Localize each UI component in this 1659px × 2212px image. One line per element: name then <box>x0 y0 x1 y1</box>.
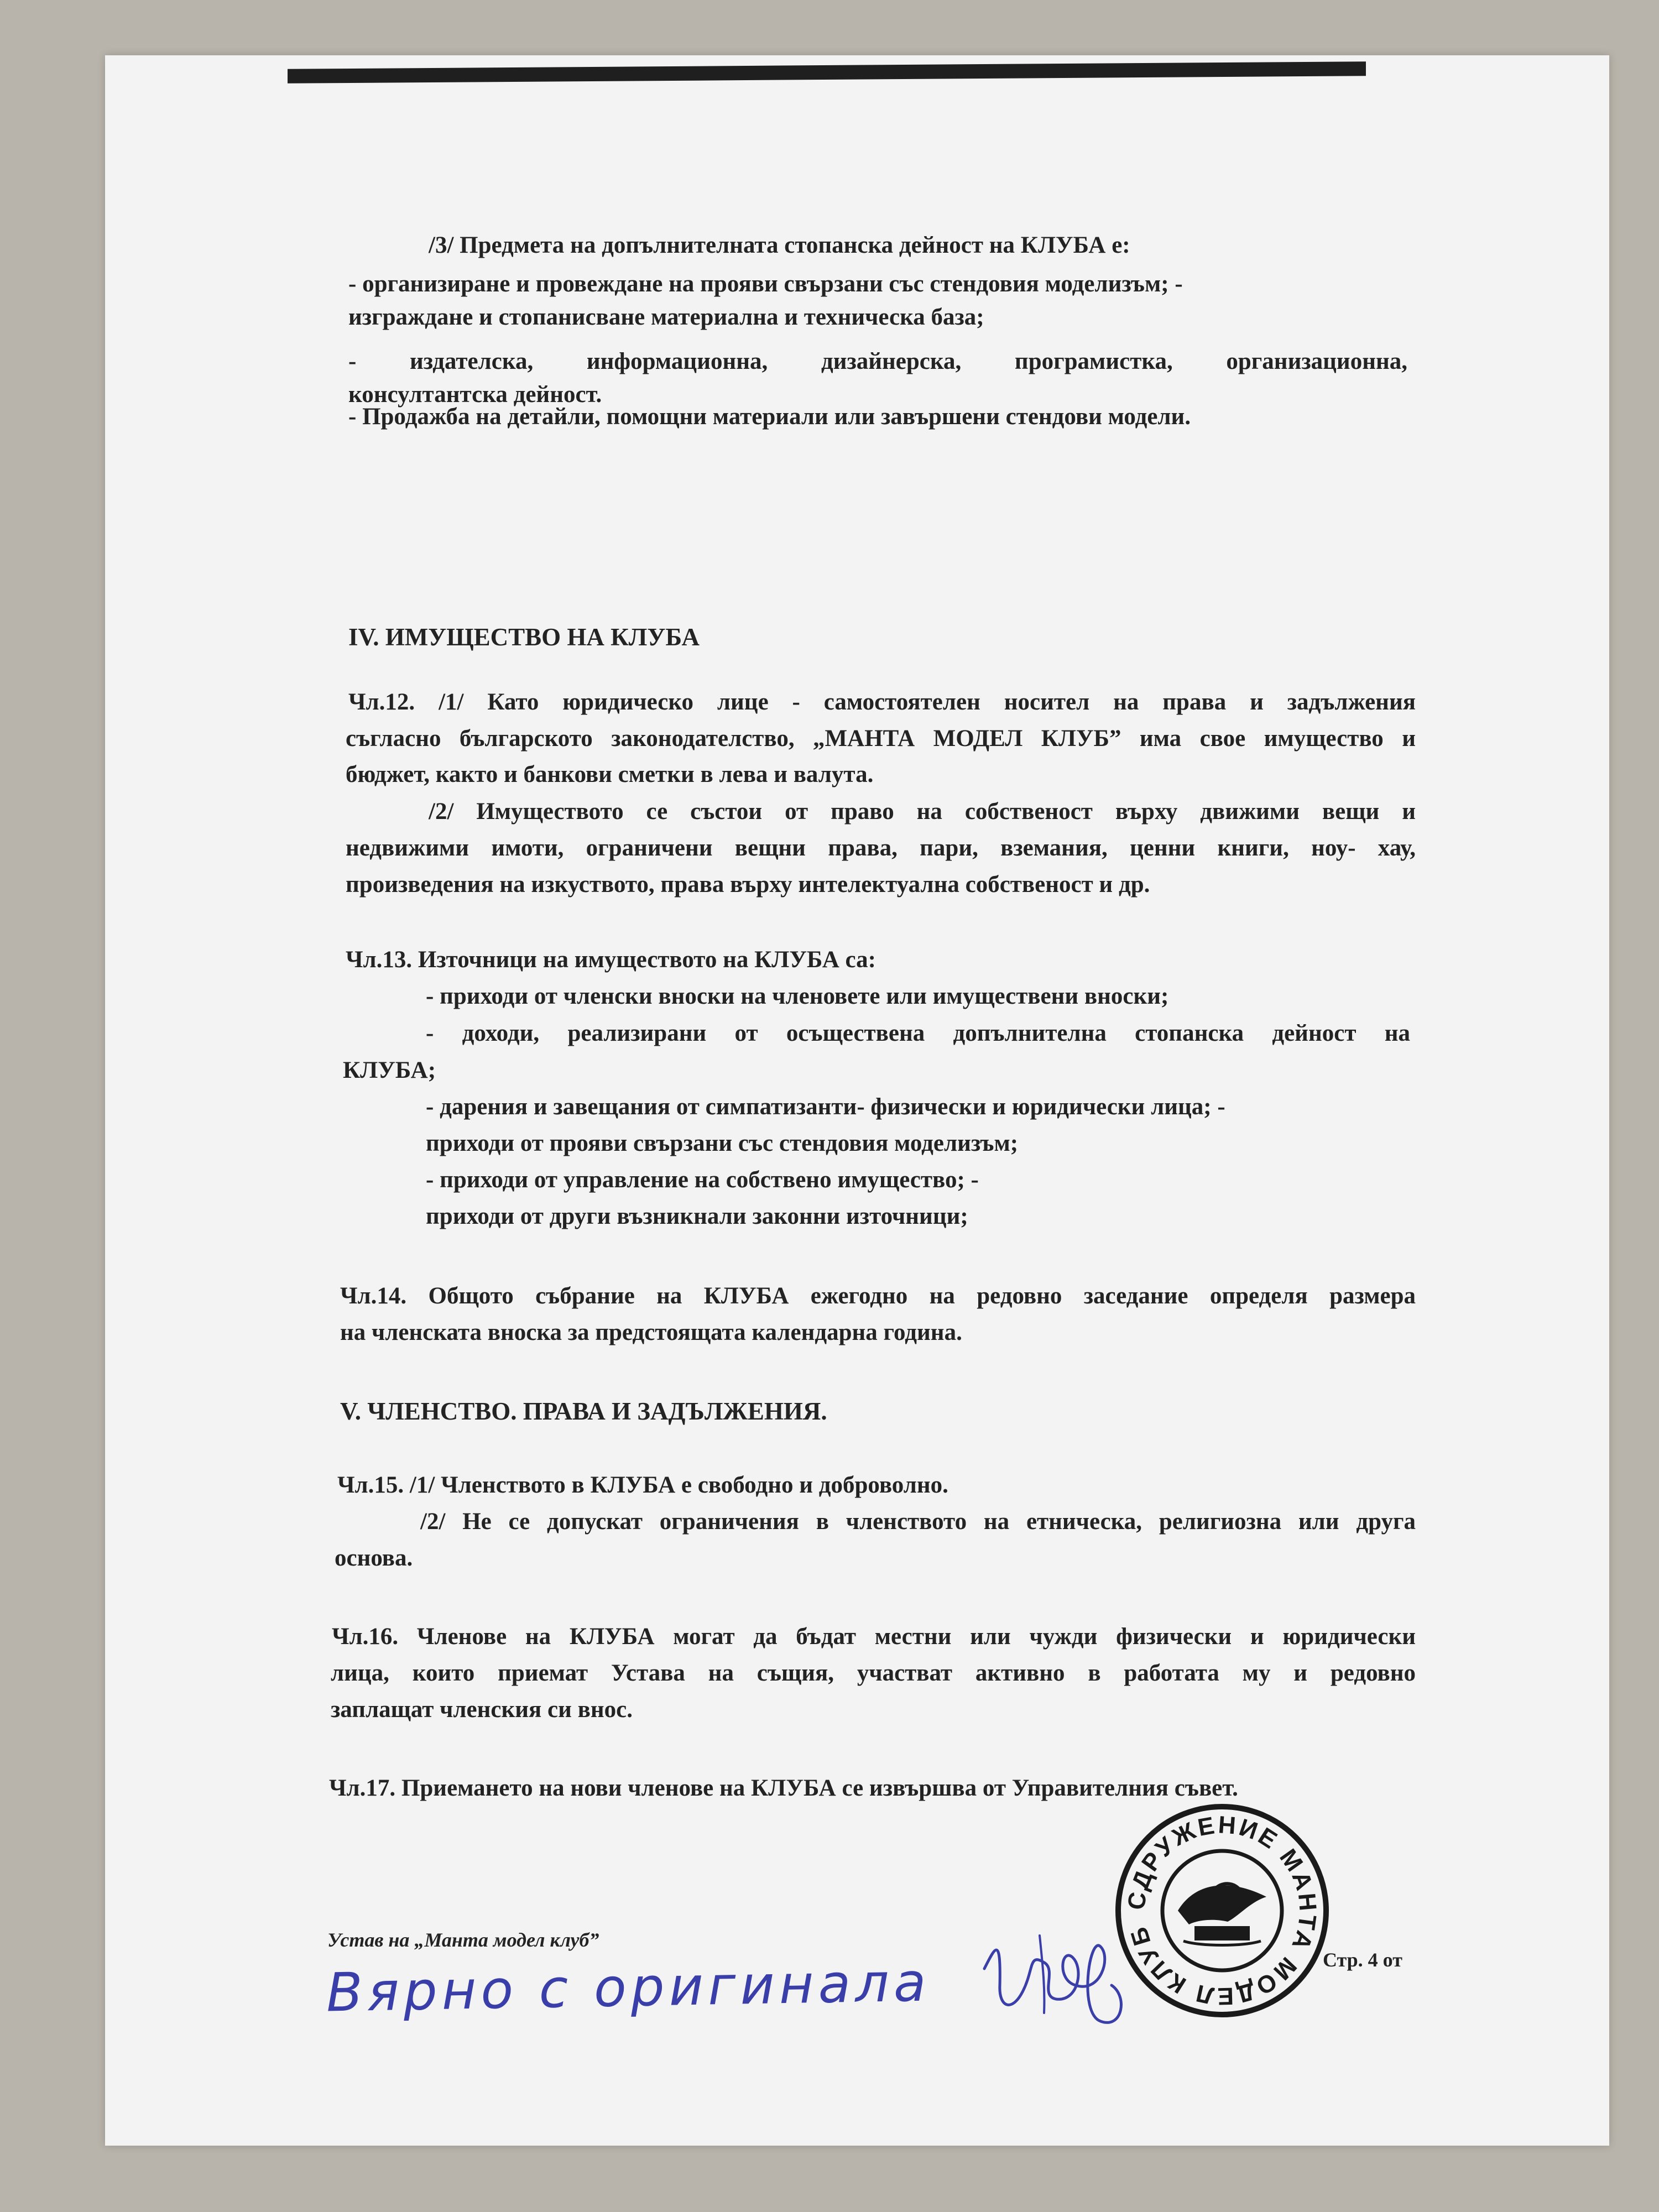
art12-line1: Чл.12. /1/ Като юридическо лице - самостоятелен носител на права и задължения <box>348 689 1416 715</box>
art15-line1: Чл.15. /1/ Членството в КЛУБА е свободно и доброволно. <box>337 1472 948 1498</box>
art13-line7: - приходи от управление на собствено имущество; - <box>426 1167 979 1193</box>
art13-line1: Чл.13. Източници на имуществото на КЛУБА са: <box>346 947 876 973</box>
art13-line5: - дарения и завещания от симпатизанти- физически и юридически лица; - <box>426 1094 1225 1120</box>
section3-line3: изграждане и стопанисване материална и техническа база; <box>348 304 984 330</box>
art13-line2: - приходи от членски вноски на членовете или имуществени вноски; <box>426 983 1169 1009</box>
section3-line2: - организиране и провеждане на прояви свързани със стендовия моделизъм; - <box>348 271 1183 297</box>
stamp-ring-text: СДРУЖЕНИЕ МАНТА МОДЕЛ КЛУБ <box>1123 1811 1322 2010</box>
club-round-stamp <box>1112 1800 1333 2021</box>
art16-line3: заплащат членския си внос. <box>331 1697 633 1723</box>
art12-line4: /2/ Имуществото се състои от право на собственост върху движими вещи и <box>429 799 1416 825</box>
art12-line3: бюджет, както и банкови сметки в лева и валута. <box>346 761 874 787</box>
footer-page-number: Стр. 4 от <box>1323 1949 1402 1971</box>
heading-section-iv: IV. ИМУЩЕСТВО НА КЛУБА <box>348 623 700 651</box>
footer-document-title: Устав на „Манта модел клуб” <box>327 1929 599 1951</box>
art12-line2: съгласно българското законодателство, „МАНТА МОДЕЛ КЛУБ” има свое имущество и <box>346 726 1416 752</box>
art16-line1: Чл.16. Членове на КЛУБА могат да бъдат местни или чужди физически и юридически <box>332 1624 1416 1650</box>
art14-line1: Чл.14. Общото събрание на КЛУБА ежегодно на редовно заседание определя размера <box>340 1283 1416 1309</box>
art12-line5: недвижими имоти, ограничени вещни права, пари, вземания, ценни книги, ноу- хау, <box>346 835 1416 861</box>
heading-section-v: V. ЧЛЕНСТВО. ПРАВА И ЗАДЪЛЖЕНИЯ. <box>340 1397 827 1425</box>
art14-line2: на членската вноска за предстоящата календарна година. <box>340 1319 962 1345</box>
art13-line8: приходи от други възникнали законни източници; <box>426 1203 968 1229</box>
section3-line6: - Продажба на детайли, помощни материали или завършени стендови модели. <box>348 404 1191 430</box>
handwritten-certification-note: Вярно с оригинала <box>326 1951 931 2024</box>
art15-line3: основа. <box>335 1545 413 1571</box>
art13-line4: КЛУБА; <box>343 1057 436 1083</box>
section3-line5: консултантска дейност. <box>348 382 602 408</box>
art17-line1: Чл.17. Приемането на нови членове на КЛУБА се извършва от Управителния съвет. <box>329 1775 1238 1801</box>
art13-line6: приходи от прояви свързани със стендовия моделизъм; <box>426 1130 1019 1156</box>
section3-line1: /3/ Предмета на допълнителната стопанска дейност на КЛУБА е: <box>429 232 1130 258</box>
section3-line4: - издателска, информационна, дизайнерска, програмистка, организационна, <box>348 348 1407 374</box>
art13-line3: - доходи, реализирани от осъществена допълнителна стопанска дейност на <box>426 1020 1410 1046</box>
art16-line2: лица, които приемат Устава на същия, участват активно в работата му и редовно <box>331 1660 1416 1686</box>
art12-line6: произведения на изкуството, права върху интелектуална собственост и др. <box>346 872 1150 898</box>
art15-line2: /2/ Не се допускат ограничения в членството на етническа, религиозна или друга <box>420 1509 1416 1535</box>
